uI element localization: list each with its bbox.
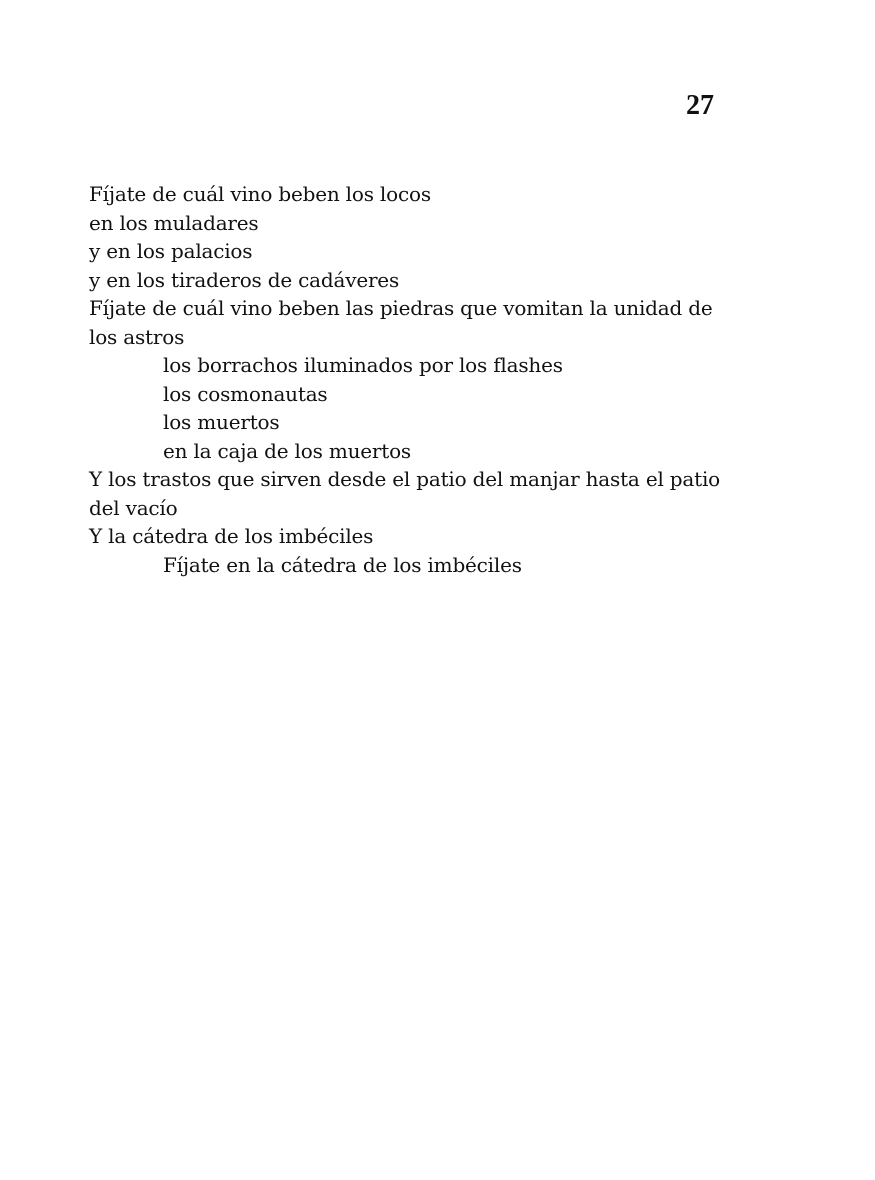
poem-line-indented: los muertos [163,410,280,434]
poem-line: y en los palacios [89,239,253,263]
poem-line: Fíjate de cuál vino beben las piedras que vomitan la unidad de los astros [89,296,713,349]
poem-line: Y los trastos que sirven desde el patio del manjar hasta el patio del vacío [89,467,721,520]
poem-line-indented: Fíjate en la cátedra de los imbéciles [163,552,522,577]
poem-line-indented: en la caja de los muertos [163,438,411,463]
page-number: 27 [686,90,714,121]
poem-line: Y la cátedra de los imbéciles [89,524,374,548]
poem-line-indented: los borrachos iluminados por los flashes [163,353,563,377]
poem-line-indented: los cosmonautas [163,381,328,406]
poem-line: Fíjate de cuál vino beben los locos [89,182,431,206]
poem-line: en los muladares [89,210,259,235]
poem-line: y en los tiraderos de cadáveres [89,267,400,292]
poem-body [89,180,739,579]
